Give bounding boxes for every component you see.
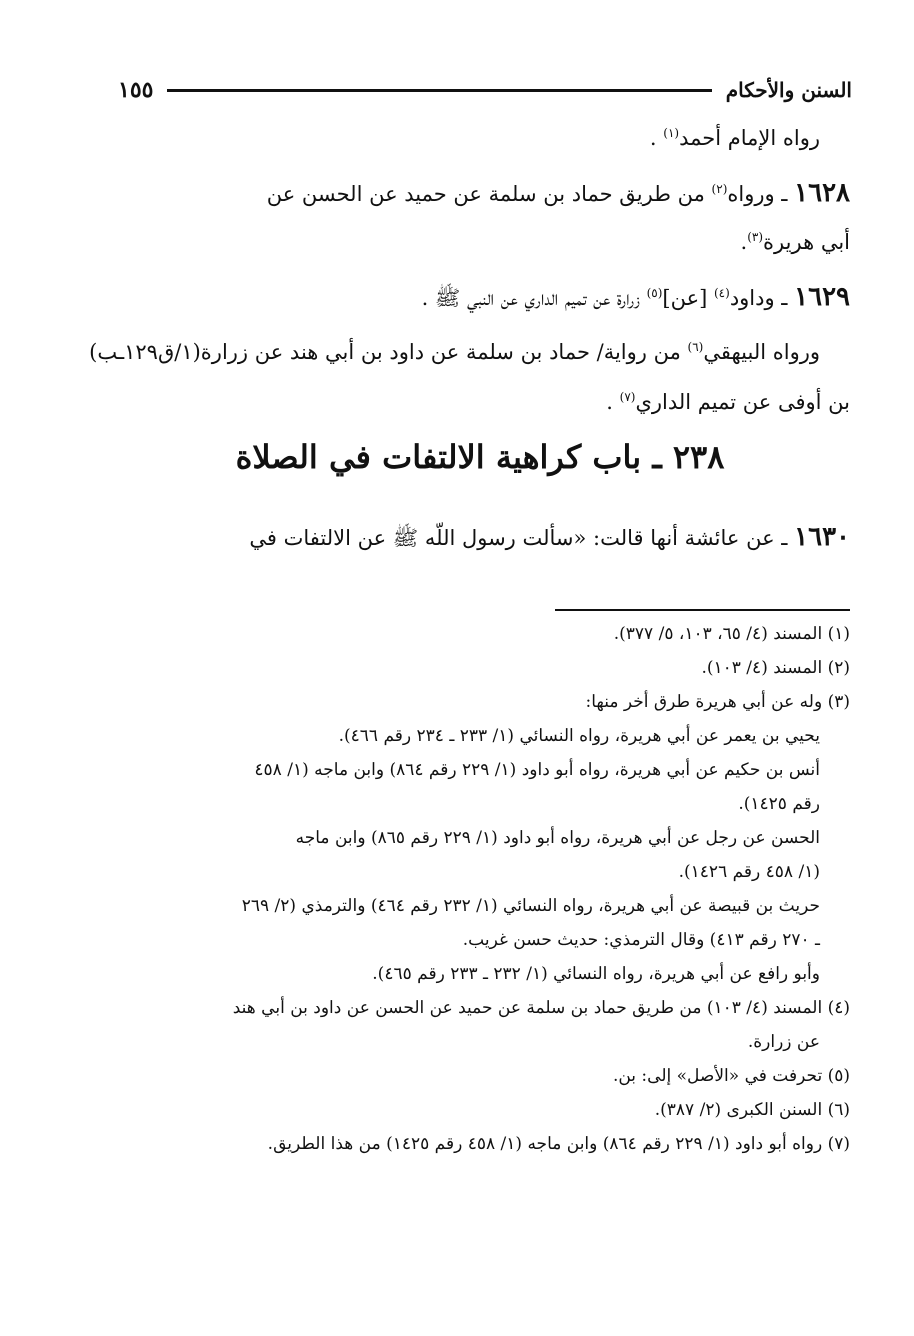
footnote-ref: (٦) xyxy=(687,340,704,354)
footnote-ref: (٣) xyxy=(747,230,764,244)
footnote-line: (٤) المسند (٤/ ١٠٣) من طريق حماد بن سلمة عن حميد عن الحسن عن داود بن أبي هند xyxy=(232,998,850,1018)
text-line: أبي هريرة$^{(٣)}$. xyxy=(740,230,850,254)
hadith-number: ١٦٣٠ xyxy=(794,522,850,552)
footnote-ref: (٧) xyxy=(619,390,636,404)
footnote-line: الحسن عن رجل عن أبي هريرة، رواه أبو داود (١/ ٢٢٩ رقم ٨٦٥) وابن ماجه xyxy=(295,828,820,848)
footnote-line: (٣) وله عن أبي هريرة طرق أخر منها: xyxy=(585,692,850,712)
hadith-1628: ١٦٢٨ ـ ورواه$^{(٢)}$ من طريق حماد بن سلمة عن حميد عن الحسن عن xyxy=(266,178,850,208)
footnote-line: رقم ١٤٢٥). xyxy=(738,794,820,814)
chapter-title: ٢٣٨ ـ باب كراهية الالتفات في الصلاة xyxy=(235,438,725,476)
hadith-number: ١٦٢٨ xyxy=(794,178,850,208)
footnote-line: وأبو رافع عن أبي هريرة، رواه النسائي (١/ ٢٣٢ ـ ٢٣٣ رقم ٤٦٥). xyxy=(372,964,820,984)
footnote-line: يحيي بن يعمر عن أبي هريرة، رواه النسائي (١/ ٢٣٣ ـ ٢٣٤ رقم ٤٦٦). xyxy=(338,726,820,746)
book-title: السنن والأحكام xyxy=(725,78,852,102)
hadith-1629: ١٦٢٩ ـ وداود$^{(٤)}$ [عن]$^{(٥)}$ زرارة عن تميم الداري عن النبي ﷺ . xyxy=(421,282,850,312)
footnote-line: (٥) تحرفت في «الأصل» إلى: بن. xyxy=(612,1066,850,1086)
footnote-line: (٢) المسند (٤/ ١٠٣). xyxy=(701,658,850,678)
running-header xyxy=(118,72,852,108)
footnote-line: (٦) السنن الكبرى (٢/ ٣٨٧). xyxy=(654,1100,850,1120)
footnote-line: أنس بن حكيم عن أبي هريرة، رواه أبو داود (١/ ٢٢٩ رقم ٨٦٤) وابن ماجه (١/ ٤٥٨ xyxy=(254,760,820,780)
footnote-line: حريث بن قبيصة عن أبي هريرة، رواه النسائي (١/ ٢٣٢ رقم ٤٦٤) والترمذي (٢/ ٢٦٩ xyxy=(241,896,820,916)
hadith-number: ١٦٢٩ xyxy=(794,282,850,312)
footnote-separator xyxy=(555,609,850,611)
footnote-line: ـ ٢٧٠ رقم ٤١٣) وقال الترمذي: حديث حسن غريب. xyxy=(462,930,820,950)
text-line: ورواه البيهقي$^{(٦)}$ من رواية/ حماد بن سلمة عن داود بن أبي هند عن زرارة(١/ق١٢٩ـب) xyxy=(89,340,820,364)
footnote-ref: (٤) xyxy=(713,286,730,300)
footnote-line: (٧) رواه أبو داود (١/ ٢٢٩ رقم ٨٦٤) وابن ماجه (١/ ٤٥٨ رقم ١٤٢٥) من هذا الطريق. xyxy=(267,1134,850,1154)
text-line: رواه الإمام أحمد$^{(١)}$ . xyxy=(649,126,820,150)
hadith-1630: ١٦٣٠ ـ عن عائشة أنها قالت: «سألت رسول اللّه ﷺ عن الالتفات في xyxy=(249,522,850,552)
header-rule xyxy=(167,89,711,92)
footnote-line: عن زرارة. xyxy=(747,1032,820,1052)
footnote-line: (١/ ٤٥٨ رقم ١٤٢٦). xyxy=(678,862,820,882)
footnote-ref: (٢) xyxy=(711,182,728,196)
page-number: ١٥٥ xyxy=(118,77,154,103)
footnote-ref: (٥) xyxy=(646,286,663,300)
footnote-line: (١) المسند (٤/ ٦٥، ١٠٣، ٥/ ٣٧٧). xyxy=(613,624,850,644)
footnote-ref: (١) xyxy=(663,126,680,140)
text-line: بن أوفى عن تميم الداري$^{(٧)}$ . xyxy=(606,390,850,414)
